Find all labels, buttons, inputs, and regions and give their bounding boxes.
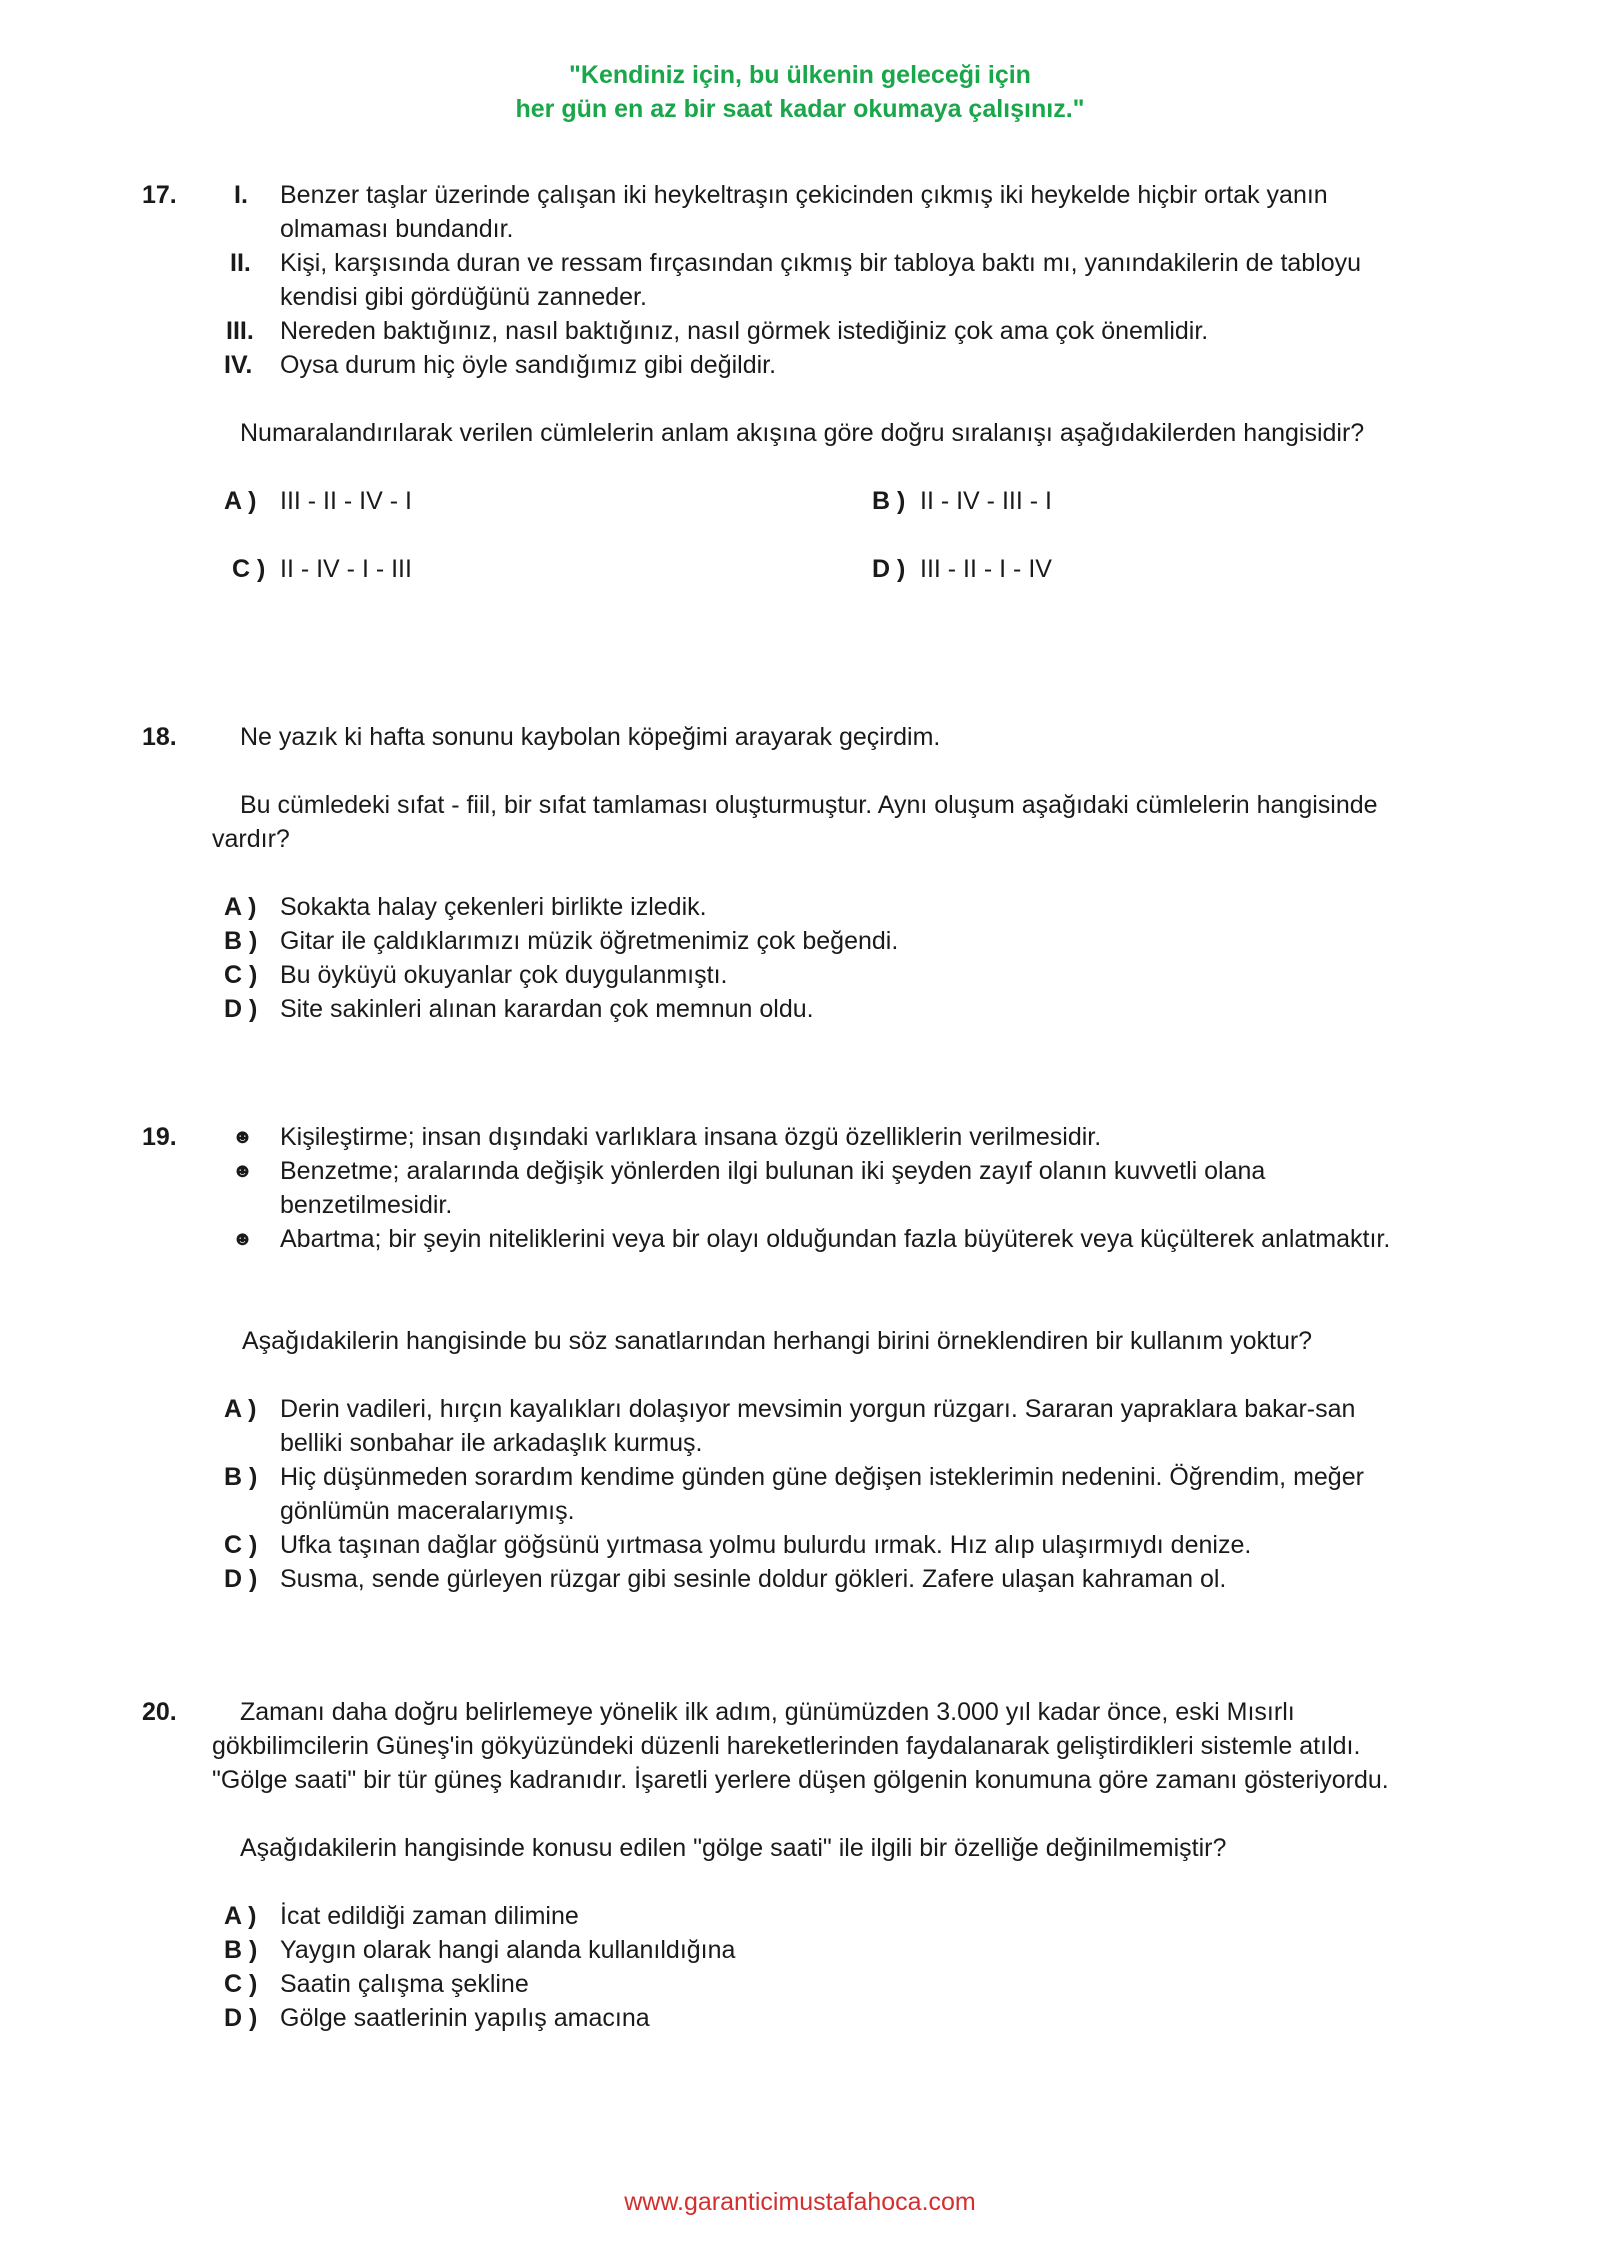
option-d-label[interactable]: D ) [224,1565,258,1593]
option-d-text[interactable]: Gölge saatlerinin yapılış amacına [280,2004,650,2032]
option-d[interactable] [0,1562,1600,1596]
option-b[interactable] [0,924,1600,958]
option-d-text[interactable]: Susma, sende gürleyen rüzgar gibi sesinle doldur gökleri. Zafere ulaşan kahraman ol. [280,1565,1227,1593]
question-number: 17. [142,181,177,209]
smiley-bullet-icon: ☻ [232,1228,254,1250]
option-c-label[interactable]: C ) [224,961,258,989]
option-c-text[interactable]: Bu öyküyü okuyanlar çok duygulanmıştı. [280,961,728,989]
passage: Zamanı daha doğru belirlemeye yönelik ilk adım, günümüzden 3.000 yıl kadar önce, eski Mısırlı gökbilimcilerin Güneş'in gökyüzündeki düzenli hareketlerinden faydalanarak geliştirdikleri sistemle atıldı. "Gölge saati" bir tür güneş kadranıdır. İşaretli yerlere düşen gölgenin konumuna göre zamanı gösteriyordu. [212,1698,1389,1794]
statement-text: Nereden baktığınız, nasıl baktığınız, nasıl görmek istediğiniz çok ama çok önemlidir. [280,317,1209,345]
option-b-text[interactable]: Hiç düşünmeden sorardım kendime günden güne değişen isteklerimin nedenini. Öğrendim, meğer gönlümün maceralarıymış. [280,1463,1364,1525]
smiley-bullet-icon: ☻ [232,1160,254,1182]
option-b-text[interactable]: Gitar ile çaldıklarımızı müzik öğretmenimiz çok beğendi. [280,927,899,955]
definition-text: Benzetme; aralarında değişik yönlerden ilgi bulunan iki şeyden zayıf olanın kuvvetli olana benzetilmesidir. [280,1157,1266,1219]
option-b[interactable] [0,1460,1600,1528]
option-a-text[interactable]: III - II - IV - I [280,487,412,515]
option-b-label[interactable]: B ) [224,1936,258,1964]
statement-text: Kişi, karşısında duran ve ressam fırçasından çıkmış bir tabloya baktı mı, yanındakilerin de tabloyu kendisi gibi gördüğünü zanneder. [280,249,1362,311]
option-c-text[interactable]: Saatin çalışma şekline [280,1970,529,1998]
definition-simile [0,1154,1600,1222]
option-a[interactable] [0,1392,1600,1460]
option-a-label[interactable]: A ) [224,893,257,921]
motto-line-1: "Kendiniz için, bu ülkenin geleceği için [569,61,1031,89]
question-stem: Aşağıdakilerin hangisinde konusu edilen "gölge saati" ile ilgili bir özelliğe değinilmemiştir? [240,1834,1227,1862]
option-c-text[interactable]: Ufka taşınan dağlar göğsünü yırtmasa yolmu bulurdu ırmak. Hız alıp ulaşırmıydı denize. [280,1531,1252,1559]
option-d-label[interactable]: D ) [872,555,906,583]
statement-marker: IV. [224,351,253,379]
question-stem: Bu cümledeki sıfat - fiil, bir sıfat tamlaması oluşturmuştur. Aynı oluşum aşağıdaki cümlelerin hangisinde vardır? [212,791,1378,853]
statement-text: Benzer taşlar üzerinde çalışan iki heykeltraşın çekicinden çıkmış iki heykelde hiçbir ortak yanın olmaması bundandır. [280,181,1328,243]
question-stem: Numaralandırılarak verilen cümlelerin anlam akışına göre doğru sıralanışı aşağıdakilerden hangisidir? [240,419,1365,447]
options-row-2 [0,552,1600,586]
option-c[interactable] [0,958,1600,992]
option-a[interactable] [0,1899,1600,1933]
website-footer[interactable]: www.garanticimustafahoca.com [624,2188,976,2216]
option-b-label[interactable]: B ) [224,1463,258,1491]
statement-text: Oysa durum hiç öyle sandığımız gibi değildir. [280,351,777,379]
definition-personification [0,1120,1600,1154]
option-a[interactable] [0,890,1600,924]
statement-marker: II. [230,249,251,277]
question-17 [0,178,1600,586]
question-number: 20. [142,1698,177,1726]
smiley-bullet-icon: ☻ [232,1126,254,1148]
option-b-text[interactable]: II - IV - III - I [920,487,1052,515]
question-19 [0,1120,1600,1596]
motto-header [0,58,1600,126]
option-b-label[interactable]: B ) [224,927,258,955]
option-c[interactable] [0,1528,1600,1562]
question-18 [0,720,1600,1026]
option-c-text[interactable]: II - IV - I - III [280,555,412,583]
option-a-label[interactable]: A ) [224,1395,257,1423]
example-sentence: Ne yazık ki hafta sonunu kaybolan köpeğimi arayarak geçirdim. [240,723,941,751]
option-a-text[interactable]: Sokakta halay çekenleri birlikte izledik. [280,893,707,921]
option-a-label[interactable]: A ) [224,1902,257,1930]
statement-marker: I. [234,181,248,209]
option-d[interactable] [0,992,1600,1026]
statement-ii [0,246,1600,314]
statement-i [0,178,1600,246]
question-20 [0,1695,1600,2035]
option-c[interactable] [0,1967,1600,2001]
option-d-label[interactable]: D ) [224,2004,258,2032]
question-number: 19. [142,1123,177,1151]
motto-line-2: her gün en az bir saat kadar okumaya çalışınız." [515,95,1085,123]
statement-iii [0,314,1600,348]
option-a-text[interactable]: Derin vadileri, hırçın kayalıkları dolaşıyor mevsimin yorgun rüzgarı. Sararan yapraklara bakar-san belliki sonbahar ile arkadaşlık kurmuş. [280,1395,1356,1457]
option-d-text[interactable]: III - II - I - IV [920,555,1052,583]
definition-exaggeration [0,1222,1600,1290]
option-a-label[interactable]: A ) [224,487,257,515]
option-c-label[interactable]: C ) [224,1970,258,1998]
options-row-1 [0,484,1600,518]
question-number: 18. [142,723,177,751]
option-a-text[interactable]: İcat edildiği zaman dilimine [280,1902,579,1930]
definition-text: Abartma; bir şeyin niteliklerini veya bir olayı olduğundan fazla büyüterek veya küçülterek anlatmaktır. [280,1225,1391,1253]
statement-iv [0,348,1600,382]
option-d[interactable] [0,2001,1600,2035]
option-d-label[interactable]: D ) [224,995,258,1023]
option-d-text[interactable]: Site sakinleri alınan karardan çok memnun oldu. [280,995,814,1023]
question-stem: Aşağıdakilerin hangisinde bu söz sanatlarından herhangi birini örneklendiren bir kullanım yoktur? [242,1327,1313,1355]
option-b-label[interactable]: B ) [872,487,906,515]
option-c-label[interactable]: C ) [224,1531,258,1559]
option-c-label[interactable]: C ) [232,555,266,583]
option-b-text[interactable]: Yaygın olarak hangi alanda kullanıldığına [280,1936,736,1964]
statement-marker: III. [226,317,254,345]
option-b[interactable] [0,1933,1600,1967]
definition-text: Kişileştirme; insan dışındaki varlıklara insana özgü özelliklerin verilmesidir. [280,1123,1102,1151]
